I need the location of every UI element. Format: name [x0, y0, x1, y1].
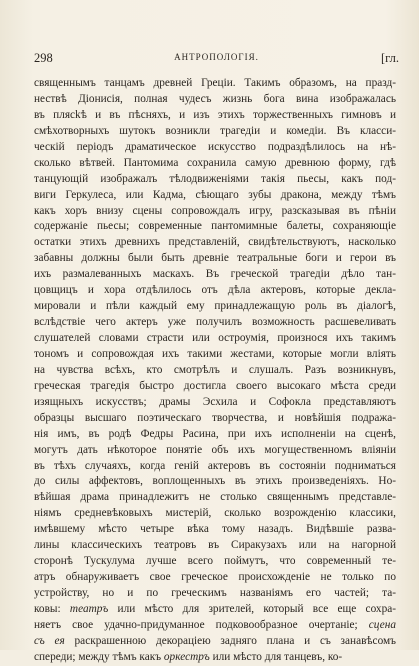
text-line [34, 315, 396, 331]
text-segment: имѣвшему мѣсто четыре вѣка тому назадъ. Видѣвшіе разва- [34, 523, 396, 536]
text-segment: вѣйшая драма принадлежитъ не столько священнымъ представле- [34, 491, 396, 504]
text-line [34, 634, 396, 650]
text-segment: сторонѣ Тускулума лучше всего поймутъ, что современный те- [34, 555, 396, 568]
text-segment: сколько вѣтвей. Пантомима сохранила самую древнюю форму, гдѣ [34, 156, 396, 169]
text-segment: спереди; между тѣмъ какъ [34, 650, 164, 663]
text-line [34, 299, 396, 315]
text-segment: ковы: [34, 602, 70, 615]
page-number: 298 [34, 51, 53, 65]
text-line [34, 267, 396, 283]
italic-term: театръ [69, 602, 109, 615]
text-line [34, 490, 396, 506]
text-segment: цовщицъ и хора отдѣлилось отъ дѣла актеровъ, которые декла- [34, 284, 396, 297]
text-line [34, 443, 396, 459]
text-segment: вслѣдствіе чего актеръ уже получилъ возможность расшевеливать [34, 316, 396, 329]
text-segment: греческая трагедія быстро достигла своего высокаго мѣста среди [34, 379, 396, 392]
text-segment: нія имъ, въ родѣ Федры Расина, при ихъ исполненіи на сценѣ, [34, 427, 396, 440]
text-line [34, 650, 396, 666]
text-line [34, 538, 396, 554]
text-segment: няетъ свое удачно-придуманное подковообразное очертаніе; [34, 618, 369, 631]
text-segment: или мѣсто для танцевъ, ко- [209, 650, 343, 663]
text-segment: мировали и пѣли каждый ему принадлежащую роль въ діалогѣ, [34, 300, 396, 313]
text-segment: образцы высшаго поэтическаго творчества, и новѣйшія подража- [34, 411, 396, 424]
text-line [34, 570, 396, 586]
text-segment: ческій періодъ драматическое искусство подраздѣлилось на нѣ- [34, 140, 396, 153]
text-line [34, 251, 396, 267]
italic-term: оркестръ [163, 650, 210, 663]
page-header [34, 51, 399, 67]
text-line [34, 379, 396, 395]
text-line [34, 347, 396, 363]
italic-term: съ ея [34, 634, 65, 647]
text-segment: до силы аффектовъ, воплощенныхъ въ этихъ произведеніяхъ. Но- [34, 475, 396, 488]
text-segment: изящныхъ искусствъ; драмы Эсхила и Софокла представляютъ [34, 395, 396, 408]
text-segment: остатки этихъ древнихъ представленій, свидѣтельствуютъ, насколько [34, 236, 396, 249]
text-line [34, 172, 396, 188]
text-segment: танцующій изображалъ тѣлодвиженіями такія пьесы, какъ под- [34, 172, 396, 185]
text-line [34, 204, 396, 220]
text-line [34, 474, 396, 490]
text-line [34, 363, 396, 379]
text-line [34, 188, 396, 204]
text-segment: могутъ дать нѣкоторое понятіе объ ихъ могущественномъ вліяніи [34, 443, 396, 456]
text-segment: атръ обнаруживаетъ свое греческое происхожденіе не только по [34, 571, 396, 584]
text-segment: въ плясkѣ и въ пѣсняхъ, и изъ этихъ торжественныхъ гимновъ и [34, 108, 396, 121]
text-line [34, 554, 396, 570]
text-segment: лины классическихъ театровъ въ Сиракузахъ или на нагорной [34, 539, 396, 552]
text-line [34, 586, 396, 602]
text-line [34, 618, 396, 634]
text-line [34, 395, 396, 411]
text-segment: какъ хоръ внизу сцены сопровождалъ игру, разсказывая въ пѣніи [34, 204, 396, 217]
body-text [34, 76, 396, 666]
text-segment: забавны должны были быть древніе театральные боги и герои въ [34, 252, 396, 265]
text-line [34, 331, 396, 347]
italic-term: сцена [368, 618, 396, 631]
text-line [34, 76, 396, 92]
text-segment: въ тѣхъ случаяхъ, когда геній актеровъ въ состояніи подниматься [34, 459, 396, 472]
text-segment: смѣхотворныхъ шутокъ возникли трагедіи и комедіи. Въ класси- [34, 124, 396, 137]
text-line [34, 156, 396, 172]
text-line [34, 92, 396, 108]
text-segment: виги Геркулеса, или Кадма, сѣющаго зубы дракона, между тѣмъ [34, 188, 396, 201]
text-segment: устройству, но и по греческимъ названіямъ его частей; та- [34, 587, 396, 599]
text-segment: на чувства всѣхъ, кто смотрѣлъ и слушалъ. Разъ возникнувъ, [34, 363, 396, 376]
text-segment: нествѣ Діонисія, полная чудесъ жизнь бога вина изображалась [34, 92, 396, 105]
text-line [34, 283, 396, 299]
running-title: АНТРОПОЛОГІЯ. [174, 52, 259, 62]
text-segment: ніямъ средневѣковыхъ мистерій, сколько возрожденію классики, [34, 507, 396, 520]
text-segment: ихъ размалеванныхъ маскахъ. Въ греческой трагедіи дѣло тан- [34, 268, 396, 281]
text-segment: священнымъ танцамъ древней Греціи. Такимъ образомъ, на празд- [34, 77, 396, 89]
text-segment: тономъ и сопровождая ихъ такими жестами, которые могли вліять [34, 347, 396, 360]
text-line [34, 459, 396, 475]
text-line [34, 219, 396, 235]
text-line [34, 602, 396, 618]
text-line [34, 235, 396, 251]
text-segment: содержаніе пьесы; современные пантомимные балеты, сохраняющіе [34, 220, 396, 233]
text-line [34, 506, 396, 522]
text-line [34, 140, 396, 156]
text-line [34, 124, 396, 140]
text-line [34, 108, 396, 124]
text-line [34, 522, 396, 538]
text-segment: раскрашенною декораціею задняго плана и съ занавѣсомъ [64, 634, 396, 647]
text-line [34, 427, 396, 443]
text-line [34, 411, 396, 427]
chapter-mark: [гл. [380, 51, 399, 65]
text-segment: или мѣсто для зрителей, который все еще сохра- [108, 602, 396, 615]
text-segment: слушателей словами страсти или остроумія, произнося ихъ такимъ [34, 332, 396, 344]
